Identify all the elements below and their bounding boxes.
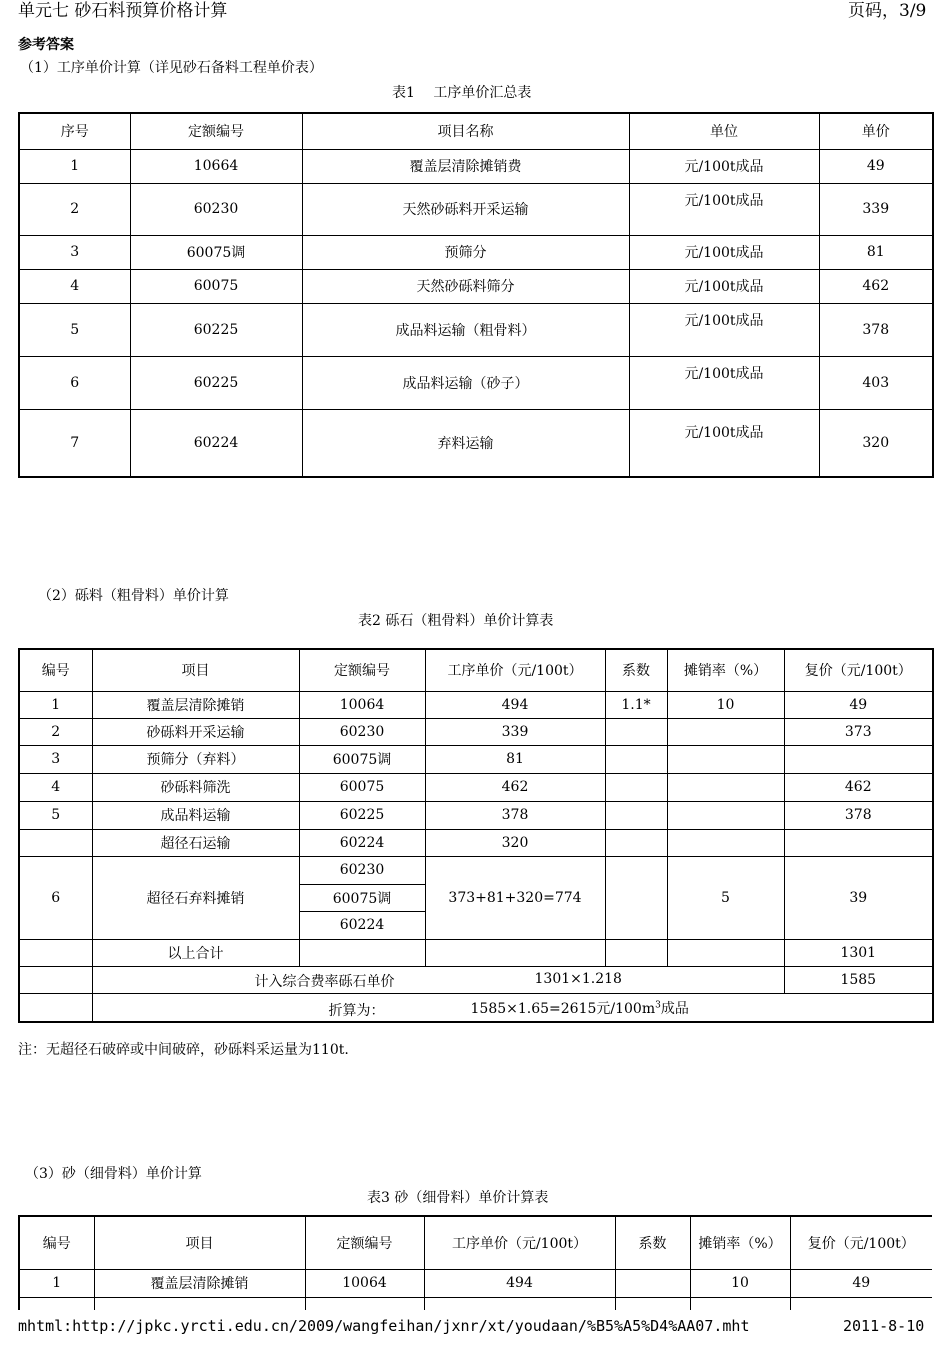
table-cell: 3 bbox=[19, 745, 92, 773]
table-cell: 378 bbox=[425, 801, 605, 829]
subtotal-row bbox=[19, 939, 933, 966]
table-cell: 10064 bbox=[305, 1269, 424, 1297]
table-cell: 成品料运输 bbox=[92, 801, 299, 829]
table-row bbox=[19, 149, 933, 183]
convert-row bbox=[19, 993, 933, 1022]
table-cell: 1585 bbox=[784, 966, 933, 993]
table-1-header-cell: 单位 bbox=[629, 113, 819, 149]
table-2 bbox=[18, 648, 934, 1023]
table-cell bbox=[615, 1269, 690, 1297]
table-3-caption: 表3 砂（细骨料）单价计算表 bbox=[367, 1190, 549, 1206]
table-row bbox=[19, 303, 933, 356]
table-cell: 60075 bbox=[130, 269, 302, 303]
table-cell bbox=[690, 1297, 790, 1310]
table-cell bbox=[790, 1297, 932, 1310]
table-cell: 373+81+320=774 bbox=[425, 856, 605, 939]
convert-label: 折算为： bbox=[328, 1002, 385, 1019]
table-3-header-cell: 定额编号 bbox=[305, 1216, 424, 1269]
table-cell: 元/100t成品 bbox=[629, 409, 819, 477]
table-cell bbox=[605, 745, 667, 773]
table-cell bbox=[667, 801, 784, 829]
table-cell bbox=[605, 718, 667, 745]
table-cell: 60075调 bbox=[299, 745, 425, 773]
table-cell bbox=[784, 745, 933, 773]
table-cell: 494 bbox=[425, 691, 605, 718]
table-row bbox=[19, 745, 933, 773]
table-cell: 10064 bbox=[299, 691, 425, 718]
table-cell: 462 bbox=[784, 773, 933, 801]
table-cell: 6 bbox=[19, 856, 92, 939]
table-cell bbox=[667, 829, 784, 856]
table-cell: 天然砂砾料筛分 bbox=[302, 269, 629, 303]
table-cell: 339 bbox=[819, 183, 933, 235]
table-2-header-cell: 编号 bbox=[19, 649, 92, 691]
table-cell: 49 bbox=[819, 149, 933, 183]
table-cell: 2 bbox=[19, 183, 130, 235]
table-cell: 4 bbox=[19, 269, 130, 303]
table-cell: 49 bbox=[790, 1269, 932, 1297]
convert-cell bbox=[92, 993, 933, 1022]
table-3-header-cell: 项目 bbox=[94, 1216, 305, 1269]
table-cell: 4 bbox=[19, 773, 92, 801]
table-cell: 1.1* bbox=[605, 691, 667, 718]
table-cell bbox=[605, 829, 667, 856]
answer-label: 参考答案 bbox=[18, 37, 74, 53]
table-cell: 成品料运输（粗骨料） bbox=[302, 303, 629, 356]
composite-row bbox=[19, 966, 933, 993]
table-cell: 砂砾料开采运输 bbox=[92, 718, 299, 745]
section-1-heading: （1）工序单价计算（详见砂石备料工程单价表） bbox=[20, 60, 323, 76]
table-cell: 5 bbox=[19, 801, 92, 829]
table-cell: 7 bbox=[19, 409, 130, 477]
table-cell bbox=[605, 856, 667, 939]
table-3-header-row bbox=[19, 1216, 932, 1269]
table-cell: 3 bbox=[19, 235, 130, 269]
table-cell: 60224 bbox=[299, 829, 425, 856]
table-row bbox=[19, 356, 933, 409]
table-cell bbox=[305, 1297, 424, 1310]
table-3-header-cell: 工序单价（元/100t） bbox=[424, 1216, 615, 1269]
table-cell: 覆盖层清除摊销 bbox=[92, 691, 299, 718]
table-cell: 元/100t成品 bbox=[629, 235, 819, 269]
table-cell: 1 bbox=[19, 1269, 94, 1297]
table-cell: 弃料运输 bbox=[302, 409, 629, 477]
table-cell bbox=[605, 801, 667, 829]
table-cell bbox=[667, 939, 784, 966]
table-2-caption: 表2 砾石（粗骨料）单价计算表 bbox=[358, 613, 554, 629]
table-cell: 462 bbox=[819, 269, 933, 303]
table-cell: 339 bbox=[425, 718, 605, 745]
table-cell: 元/100t成品 bbox=[629, 269, 819, 303]
convert-formula-sup: 3 bbox=[655, 999, 661, 1010]
table-cell bbox=[667, 745, 784, 773]
table-3-header-cell: 复价（元/100t） bbox=[790, 1216, 932, 1269]
table-row bbox=[19, 409, 933, 477]
table-cell: 10 bbox=[690, 1269, 790, 1297]
table-cell: 378 bbox=[819, 303, 933, 356]
table-cell: 494 bbox=[424, 1269, 615, 1297]
table-cell: 超径石弃料摊销 bbox=[92, 856, 299, 939]
table-cell bbox=[19, 1297, 94, 1310]
table-row bbox=[19, 269, 933, 303]
table-row bbox=[19, 718, 933, 745]
table-row bbox=[19, 801, 933, 829]
table-cell bbox=[605, 939, 667, 966]
table-2-header-cell: 系数 bbox=[605, 649, 667, 691]
footer-url: mhtml:http://jpkc.yrcti.edu.cn/2009/wangfeihan/jxnr/xt/youdaan/%B5%A5%D4%AA07.mht bbox=[18, 1317, 750, 1335]
table-cell: 5 bbox=[667, 856, 784, 939]
table-cell: 元/100t成品 bbox=[629, 356, 819, 409]
table-cell bbox=[19, 966, 92, 993]
table-cell: 60230 bbox=[299, 856, 425, 884]
section-3-heading: （3）砂（细骨料）单价计算 bbox=[25, 1166, 202, 1182]
table-cell: 2 bbox=[19, 718, 92, 745]
table-row bbox=[19, 183, 933, 235]
table-cell: 超径石运输 bbox=[92, 829, 299, 856]
footer-date: 2011-8-10 bbox=[843, 1317, 925, 1335]
table-1-caption: 表1 工序单价汇总表 bbox=[392, 85, 532, 101]
table-cell: 1 bbox=[19, 149, 130, 183]
table-row bbox=[19, 856, 933, 884]
table-cell: 60230 bbox=[299, 718, 425, 745]
table-cell: 373 bbox=[784, 718, 933, 745]
table-cell: 320 bbox=[425, 829, 605, 856]
table-cell bbox=[784, 829, 933, 856]
composite-formula: 1301×1.218 bbox=[534, 970, 622, 987]
table-cell: 49 bbox=[784, 691, 933, 718]
table-cell: 60225 bbox=[130, 303, 302, 356]
table-cell bbox=[424, 1297, 615, 1310]
table-cell: 1 bbox=[19, 691, 92, 718]
table-cell bbox=[667, 773, 784, 801]
table-cell: 元/100t成品 bbox=[629, 149, 819, 183]
table-cell: 320 bbox=[819, 409, 933, 477]
table-row bbox=[19, 829, 933, 856]
table-cell bbox=[605, 773, 667, 801]
table-cell bbox=[19, 829, 92, 856]
page-number: 页码，3/9 bbox=[848, 1, 927, 21]
composite-label: 计入综合费率砾石单价 bbox=[254, 973, 395, 990]
table-cell bbox=[19, 939, 92, 966]
table-3-header-cell: 编号 bbox=[19, 1216, 94, 1269]
table-1-header-cell: 序号 bbox=[19, 113, 130, 149]
table-2-header-cell: 摊销率（%） bbox=[667, 649, 784, 691]
table-3-header-cell: 摊销率（%） bbox=[690, 1216, 790, 1269]
section-2-heading: （2）砾料（粗骨料）单价计算 bbox=[38, 588, 229, 604]
table-2-header-cell: 复价（元/100t） bbox=[784, 649, 933, 691]
table-cell: 60075调 bbox=[299, 884, 425, 911]
table-cell bbox=[615, 1297, 690, 1310]
table-cell: 10664 bbox=[130, 149, 302, 183]
table-cell: 1301 bbox=[784, 939, 933, 966]
table-cell: 81 bbox=[819, 235, 933, 269]
table-cell: 462 bbox=[425, 773, 605, 801]
table-3-header-cell: 系数 bbox=[615, 1216, 690, 1269]
table-cell bbox=[667, 718, 784, 745]
table-cell: 6 bbox=[19, 356, 130, 409]
table-cell: 元/100t成品 bbox=[629, 303, 819, 356]
table-cell: 砂砾料筛洗 bbox=[92, 773, 299, 801]
table-cell: 60224 bbox=[130, 409, 302, 477]
table-cell: 81 bbox=[425, 745, 605, 773]
table-cell: 元/100t成品 bbox=[629, 183, 819, 235]
table-3-clip bbox=[18, 1215, 932, 1310]
table-2-header-row bbox=[19, 649, 933, 691]
convert-formula-text: 1585×1.65=2615元/100m bbox=[470, 1000, 656, 1017]
page-header-title: 单元七 砂石料预算价格计算 bbox=[18, 1, 228, 21]
table-cell: 以上合计 bbox=[92, 939, 299, 966]
table-cell bbox=[94, 1297, 305, 1310]
table-cell: 60224 bbox=[299, 911, 425, 939]
table-cell: 60225 bbox=[299, 801, 425, 829]
table-1-header-row bbox=[19, 113, 933, 149]
table-row bbox=[19, 773, 933, 801]
table-cell: 天然砂砾料开采运输 bbox=[302, 183, 629, 235]
table-cell: 39 bbox=[784, 856, 933, 939]
table-1-header-cell: 定额编号 bbox=[130, 113, 302, 149]
table-cell: 403 bbox=[819, 356, 933, 409]
table-cell: 覆盖层清除摊销费 bbox=[302, 149, 629, 183]
table-cell: 10 bbox=[667, 691, 784, 718]
table-cell: 60230 bbox=[130, 183, 302, 235]
table-1 bbox=[18, 112, 934, 478]
composite-cell bbox=[92, 966, 784, 993]
table-row bbox=[19, 1269, 932, 1297]
convert-formula bbox=[471, 998, 689, 1018]
table-cell bbox=[19, 993, 92, 1022]
table-cell bbox=[425, 939, 605, 966]
table-cell: 378 bbox=[784, 801, 933, 829]
table-cell: 预筛分 bbox=[302, 235, 629, 269]
table-cell: 成品料运输（砂子） bbox=[302, 356, 629, 409]
table-cell: 60075调 bbox=[130, 235, 302, 269]
table-cell: 5 bbox=[19, 303, 130, 356]
table-cell: 覆盖层清除摊销 bbox=[94, 1269, 305, 1297]
convert-formula-suffix: 成品 bbox=[660, 1000, 689, 1017]
table-row bbox=[19, 235, 933, 269]
table-2-header-cell: 定额编号 bbox=[299, 649, 425, 691]
table-cell bbox=[299, 939, 425, 966]
table-3 bbox=[18, 1215, 932, 1310]
table-2-header-cell: 工序单价（元/100t） bbox=[425, 649, 605, 691]
table-cell: 预筛分（弃料） bbox=[92, 745, 299, 773]
note: 注：无超径石破碎或中间破碎，砂砾料采运量为110t. bbox=[18, 1042, 349, 1058]
table-row bbox=[19, 1297, 932, 1310]
table-2-header-cell: 项目 bbox=[92, 649, 299, 691]
table-1-header-cell: 项目名称 bbox=[302, 113, 629, 149]
table-cell: 60075 bbox=[299, 773, 425, 801]
table-row bbox=[19, 691, 933, 718]
table-cell: 60225 bbox=[130, 356, 302, 409]
table-1-header-cell: 单价 bbox=[819, 113, 933, 149]
